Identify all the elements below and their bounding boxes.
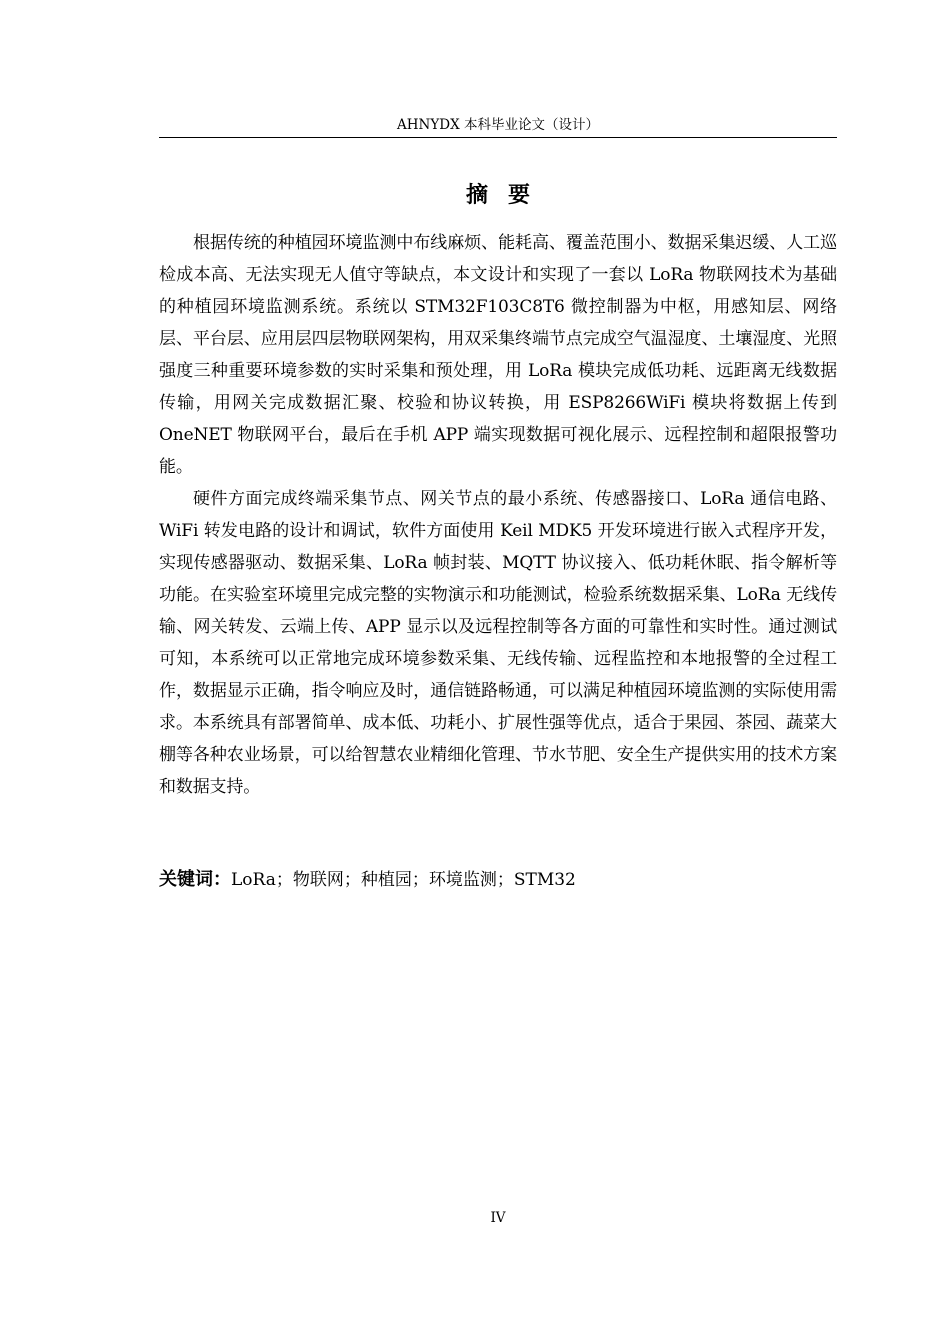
abstract-title-part1: 摘 (465, 183, 488, 208)
keywords-label: 关键词： (159, 869, 231, 890)
page-number: IV (490, 1210, 506, 1226)
keywords-text: LoRa；物联网；种植园；环境监测；STM32 (231, 870, 576, 890)
abstract-title-part2: 要 (508, 183, 531, 208)
page-header: AHNYDX 本科毕业论文（设计） (397, 117, 599, 133)
abstract-paragraph-2: 硬件方面完成终端采集节点、网关节点的最小系统、传感器接口、LoRa 通信电路、WiFi 转发电路的设计和调试，软件方面使用 Keil MDK5 开发环境进行嵌入式程序开发，实现传感器驱动、数据采集、LoRa 帧封装、MQTT 协议接入、低功耗休眠、指令解析等功能。在实验室环境里完成完整的实物演示和功能测试，检验系统数据采集、LoRa 无线传输、网关转发、云端上传、APP 显示以及远程控制等各方面的可靠性和实时性。通过测试可知，本系统可以正常地完成环境参数采集、无线传输、远程监控和本地报警的全过程工作，数据显示正确，指令响应及时，通信链路畅通，可以满足种植园环境监测的实际使用需求。本系统具有部署简单、成本低、功耗小、扩展性强等优点，适合于果园、茶园、蔬菜大棚等各种农业场景，可以给智慧农业精细化管理、节水节肥、安全生产提供实用的技术方案和数据支持。 (159, 489, 837, 797)
abstract-paragraph-1: 根据传统的种植园环境监测中布线麻烦、能耗高、覆盖范围小、数据采集迟缓、人工巡检成本高、无法实现无人值守等缺点，本文设计和实现了一套以 LoRa 物联网技术为基础的种植园环境监测系统。系统以 STM32F103C8T6 微控制器为中枢，用感知层、网络层、平台层、应用层四层物联网架构，用双采集终端节点完成空气温湿度、土壤湿度、光照强度三种重要环境参数的实时采集和预处理，用 LoRa 模块完成低功耗、远距离无线数据传输，用网关完成数据汇聚、校验和协议转换，用 ESP8266WiFi 模块将数据上传到 OneNET 物联网平台，最后在手机 APP 端实现数据可视化展示、远程控制和超限报警功能。 (159, 233, 837, 477)
keywords-line (159, 864, 837, 896)
header-divider (159, 137, 837, 138)
abstract-title (159, 180, 837, 212)
abstract-body (159, 227, 837, 803)
